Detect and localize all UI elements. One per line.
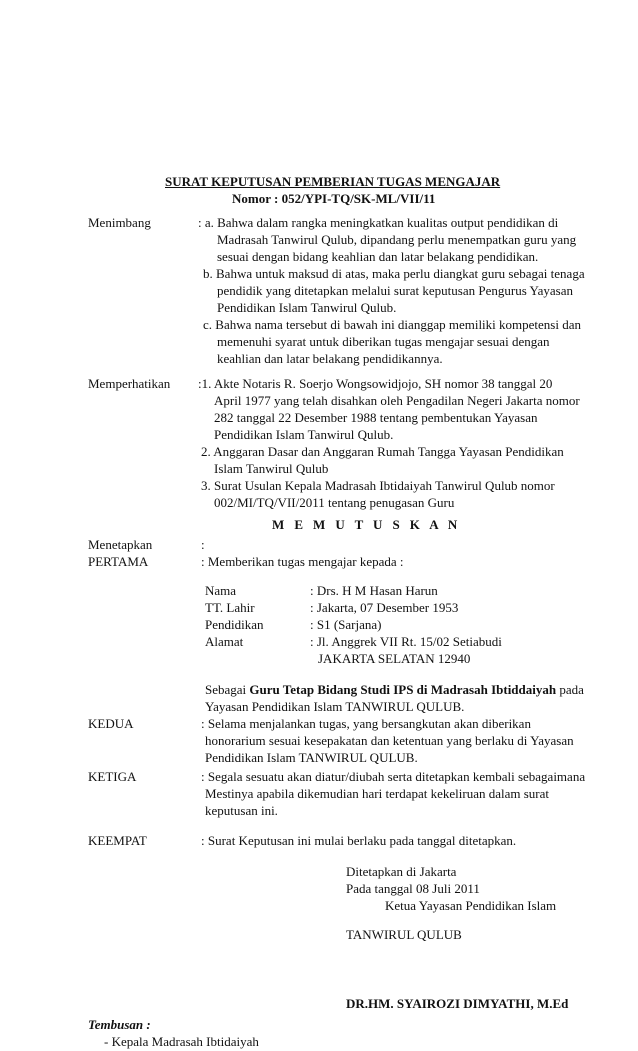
menetapkan-colon: : [201,537,205,552]
nama-label: Nama [205,583,237,598]
sebagai-suffix: pada [556,682,584,697]
kedua-label: KEDUA [88,716,134,731]
memperhatikan-line: 282 tanggal 22 Desember 1988 tentang pembentukan Yayasan [214,410,538,425]
menimbang-line: c. Bahwa nama tersebut di bawah ini dianggap memiliki kompetensi dan [203,317,581,332]
document-number: Nomor : 052/YPI-TQ/SK-ML/VII/11 [232,191,436,206]
menimbang-line: memenuhi syarat untuk diberikan tugas mengajar sesuai dengan [217,334,550,349]
ketiga-line: Mestinya apabila dikemudian hari terdapat kekeliruan dalam surat [205,786,550,801]
memperhatikan-line: :1. Akte Notaris R. Soerjo Wongsowidjojo, SH nomor 38 tanggal 20 [198,376,553,391]
signature-place: Ditetapkan di Jakarta [346,864,457,879]
menimbang-line: : a. Bahwa dalam rangka meningkatkan kualitas output pendidikan di [198,215,559,230]
sebagai-prefix: Sebagai [205,682,250,697]
memperhatikan-label: Memperhatikan [88,376,171,391]
memperhatikan-line: Islam Tanwirul Qulub [214,461,329,476]
menimbang-line: Pendidikan Islam Tanwirul Qulub. [217,300,397,315]
menimbang-label: Menimbang [88,215,151,230]
memperhatikan-line: 002/MI/TQ/VII/2011 tentang penugasan Guru [214,495,455,510]
menimbang-line: pendidik yang ditetapkan melalui surat keputusan Pengurus Yayasan [217,283,573,298]
menimbang-line: keahlian dan latar belakang pendidikannya. [217,351,443,366]
alamat-label: Alamat [205,634,244,649]
keempat-text: : Surat Keputusan ini mulai berlaku pada tanggal ditetapkan. [201,833,517,848]
keempat-label: KEEMPAT [88,833,147,848]
ttl-value: : Jakarta, 07 Desember 1953 [310,600,459,615]
sebagai-line [205,681,584,698]
kedua-line: Pendidikan Islam TANWIRUL QULUB. [205,750,418,765]
tembusan-item: - Kepala Madrasah Ibtidaiyah [104,1034,259,1049]
memperhatikan-line: 3. Surat Usulan Kepala Madrasah Ibtidaiyah Tanwirul Qulub nomor [201,478,555,493]
menimbang-line: sesuai dengan bidang keahlian dan latar belakang pendidikan. [217,249,539,264]
menimbang-line: Madrasah Tanwirul Qulub, dipandang perlu menempatkan guru yang [217,232,577,247]
signature-name: DR.HM. SYAIROZI DIMYATHI, M.Ed [346,996,569,1011]
ttl-label: TT. Lahir [205,600,255,615]
signature-role: Ketua Yayasan Pendidikan Islam [385,898,557,913]
pendidikan-label: Pendidikan [205,617,264,632]
menetapkan-label: Menetapkan [88,537,153,552]
nama-value: : Drs. H M Hasan Harun [310,583,438,598]
pertama-text: : Memberikan tugas mengajar kepada : [201,554,404,569]
memutuskan-heading: M E M U T U S K A N [272,517,461,532]
signature-date: Pada tanggal 08 Juli 2011 [346,881,480,896]
kedua-line: : Selama menjalankan tugas, yang bersangkutan akan diberikan [201,716,531,731]
tembusan-label: Tembusan : [88,1017,151,1032]
ketiga-line: keputusan ini. [205,803,278,818]
pendidikan-value: : S1 (Sarjana) [310,617,382,632]
pertama-label: PERTAMA [88,554,149,569]
memperhatikan-line: 2. Anggaran Dasar dan Anggaran Rumah Tangga Yayasan Pendidikan [201,444,564,459]
alamat-value-line2: JAKARTA SELATAN 12940 [318,651,471,666]
ketiga-label: KETIGA [88,769,137,784]
sebagai-position: Guru Tetap Bidang Studi IPS di Madrasah Ibtiddaiyah [249,682,557,697]
signature-org: TANWIRUL QULUB [346,927,462,942]
document-title: SURAT KEPUTUSAN PEMBERIAN TUGAS MENGAJAR [165,174,501,189]
memperhatikan-line: Pendidikan Islam Tanwirul Qulub. [214,427,394,442]
ketiga-line: : Segala sesuatu akan diatur/diubah serta ditetapkan kembali sebagaimana [201,769,586,784]
menimbang-line: b. Bahwa untuk maksud di atas, maka perlu diangkat guru sebagai tenaga [203,266,585,281]
sebagai-line2: Yayasan Pendidikan Islam TANWIRUL QULUB. [205,699,465,714]
kedua-line: honorarium sesuai kesepakatan dan ketentuan yang berlaku di Yayasan [205,733,574,748]
memperhatikan-line: April 1977 yang telah disahkan oleh Pengadilan Negeri Jakarta nomor [214,393,580,408]
alamat-value: : Jl. Anggrek VII Rt. 15/02 Setiabudi [310,634,502,649]
